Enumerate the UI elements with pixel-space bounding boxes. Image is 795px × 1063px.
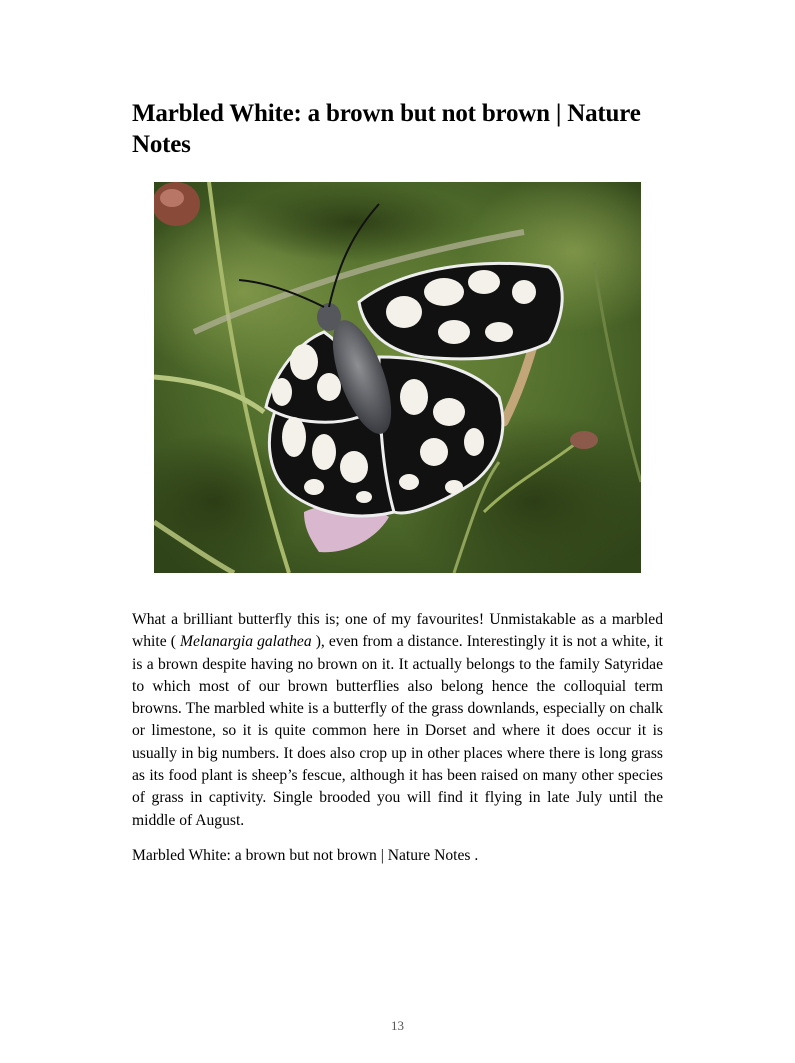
article-body-part2: ), even from a distance. Interestingly it is not a white, it is a brown despite having no brown on it. It actually belongs to the family Satyridae to which most of our brown butterflies also belong hence the colloquial term browns. The marbled white is a butterfly of the grass downlands, especially on chalk or limestone, so it is quite common here in Dorset and where it does occur it is usually in big numbers. It does also crop up in other places where there is long grass as its food plant is sheep’s fescue, although it has been raised on many other species of grass in captivity. Single brooded you will find it flying in late July until the middle of August. [132, 633, 663, 829]
marbled-white-butterfly-image [154, 182, 641, 573]
page-title: Marbled White: a brown but not brown | Nature Notes [132, 100, 641, 158]
page-number: 13 [391, 1018, 404, 1033]
species-name: Melanargia galathea [175, 633, 316, 651]
article-body-part1: What a brilliant butterfly this is; one of my favourites! Unmistakable as a marbled white ( [132, 611, 663, 651]
article-body [132, 609, 663, 832]
source-link[interactable]: Marbled White: a brown but not brown | Nature Notes . [132, 847, 479, 864]
butterfly-photo [154, 182, 641, 573]
